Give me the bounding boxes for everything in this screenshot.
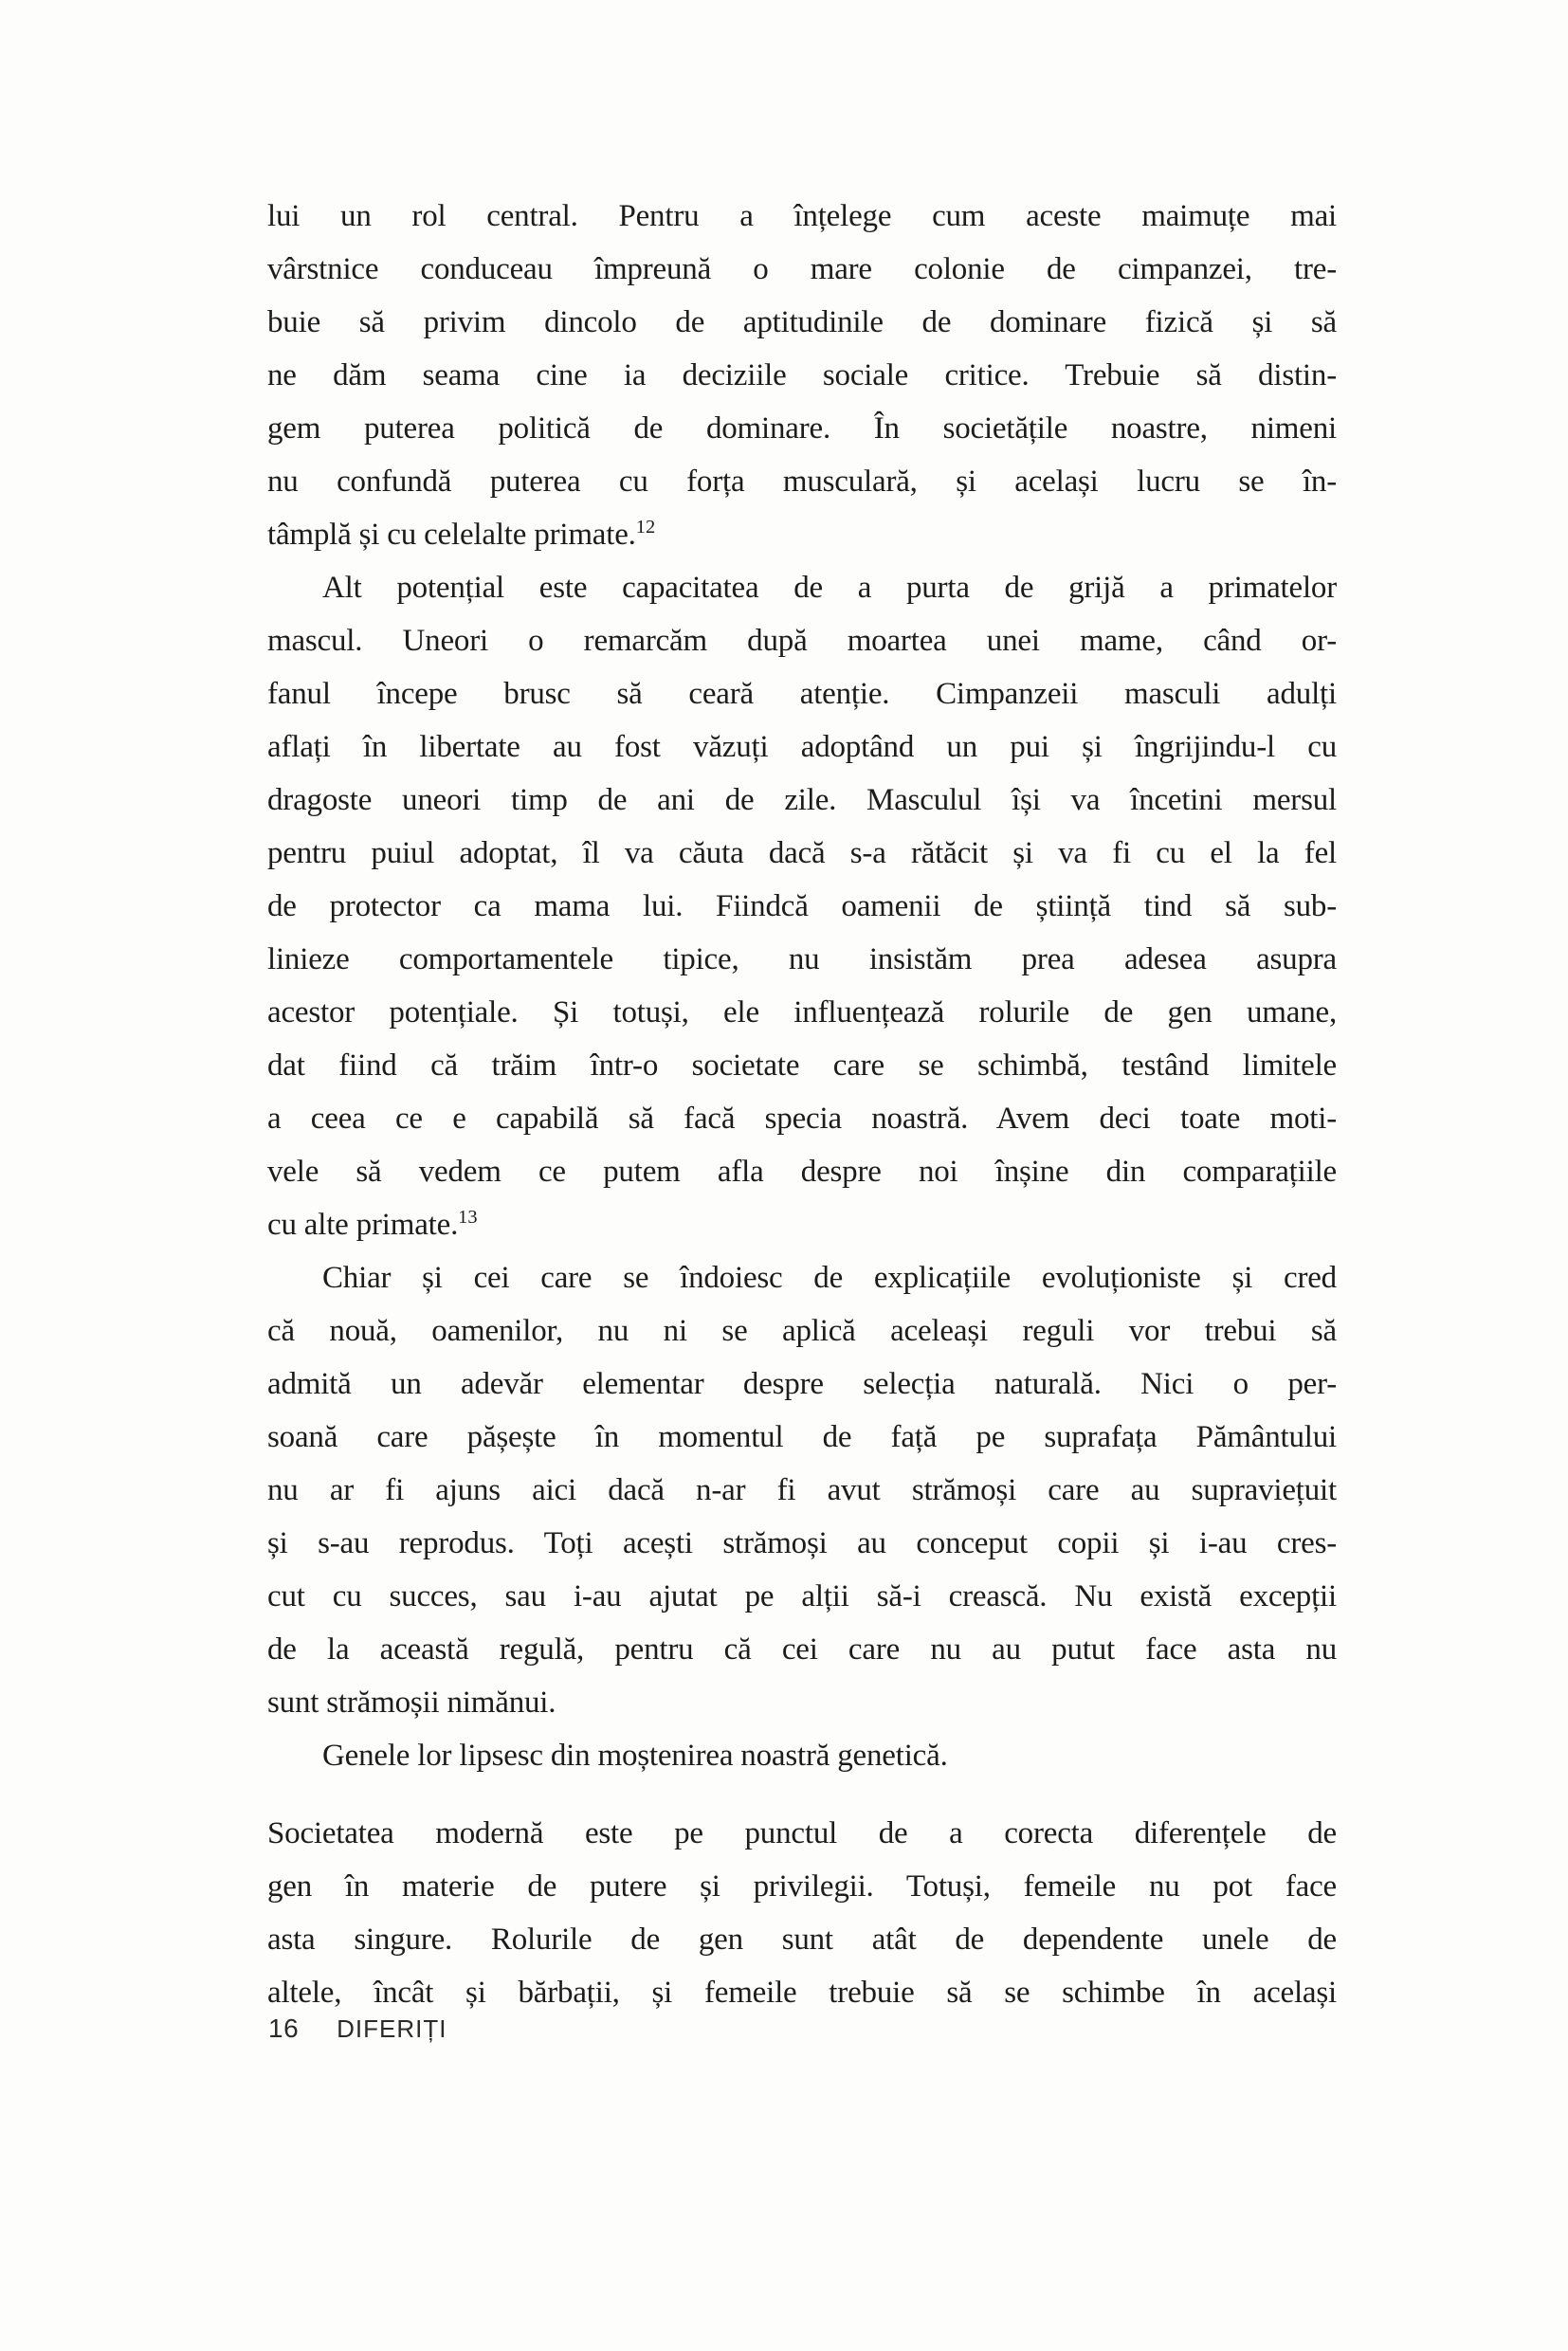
text-line [267,508,1337,561]
line-text: și s-au reprodus. Toți acești strămoși au conceput copii și i-au cres- [267,1526,1337,1560]
line-text: dat fiind că trăim într-o societate care se schimbă, testând limitele [267,1048,1337,1083]
line-text: mascul. Uneori o remarcăm după moartea unei mame, când or- [267,624,1337,658]
paragraph [267,1251,1337,1729]
line-text: linieze comportamentele tipice, nu insistăm prea adesea asupra [267,942,1337,976]
text-line [267,243,1337,296]
text-line [267,1411,1337,1464]
line-text: cu alte primate. [267,1208,459,1242]
line-text: cut cu succes, sau i-au ajutat pe alții să-i crească. Nu există excepții [267,1579,1337,1613]
paragraph [267,1729,1337,1782]
text-line [267,1092,1337,1145]
text-line [267,986,1337,1039]
line-text: vârstnice conduceau împreună o mare colonie de cimpanzei, tre- [267,252,1337,286]
text-line [267,827,1337,880]
running-title: DIFERIȚI [337,2014,447,2043]
text-line [267,296,1337,349]
text-line [267,1913,1337,1966]
line-text: dragoste uneori timp de ani de zile. Masculul își va încetini mersul [267,783,1337,817]
text-line [267,1860,1337,1913]
text-line [267,667,1337,720]
line-text: asta singure. Rolurile de gen sunt atât de dependente unele de [267,1923,1337,1957]
text-line [267,349,1337,402]
line-text: nu confundă puterea cu forța musculară, și același lucru se în- [267,465,1337,499]
text-line [267,1304,1337,1358]
line-text: ne dăm seama cine ia deciziile sociale critice. Trebuie să distin- [267,358,1337,392]
line-text: nu ar fi ajuns aici dacă n-ar fi avut strămoși care au supraviețuit [267,1473,1337,1507]
text-line [267,1570,1337,1623]
line-text: admită un adevăr elementar despre selecția naturală. Nici o per- [267,1367,1337,1401]
text-line [267,1676,1337,1729]
line-text: altele, încât și bărbații, și femeile trebuie să se schimbe în același [267,1976,1337,2010]
line-text: fanul începe brusc să ceară atenție. Cimpanzeii masculi adulți [267,677,1337,711]
paragraph [267,190,1337,561]
line-text: soană care pășește în momentul de față pe suprafața Pământului [267,1420,1337,1454]
text-line [267,1145,1337,1198]
footnote-reference: 13 [458,1207,478,1228]
text-line [267,1807,1337,1860]
line-text: Chiar și cei care se îndoiesc de explicațiile evoluționiste și cred [322,1261,1337,1295]
line-text: aflați în libertate au fost văzuți adoptând un pui și îngrijindu-l cu [267,730,1337,764]
line-text: buie să privim dincolo de aptitudinile de dominare fizică și să [267,305,1337,339]
paragraph [267,561,1337,1251]
line-text: de la această regulă, pentru că cei care nu au putut face asta nu [267,1632,1337,1667]
text-line [267,1198,1337,1251]
text-line [267,1251,1337,1304]
text-line [267,933,1337,986]
text-line [267,1358,1337,1411]
line-text: gen în materie de putere și privilegii. Totuși, femeile nu pot face [267,1869,1337,1904]
text-line [267,455,1337,508]
text-line [267,880,1337,933]
line-text: lui un rol central. Pentru a înțelege cum aceste maimuțe mai [267,199,1337,233]
line-text: de protector ca mama lui. Fiindcă oamenii de știință tind să sub- [267,889,1337,923]
line-text: Genele lor lipsesc din moștenirea noastră genetică. [322,1739,948,1773]
text-line [267,1966,1337,2019]
text-line [267,1464,1337,1517]
text-line [267,1623,1337,1676]
line-text: pentru puiul adoptat, îl va căuta dacă s-a rătăcit și va fi cu el la fel [267,836,1337,870]
line-text: tâmplă și cu celelalte primate. [267,518,636,552]
line-text: Societatea modernă este pe punctul de a corecta diferențele de [267,1816,1337,1850]
text-line [267,1039,1337,1092]
text-line [267,774,1337,827]
text-line [267,614,1337,667]
line-text: vele să vedem ce putem afla despre noi înșine din comparațiile [267,1155,1337,1189]
text-line [267,402,1337,455]
text-line [267,1517,1337,1570]
page-footer [268,2014,447,2044]
line-text: a ceea ce e capabilă să facă specia noastră. Avem deci toate moti- [267,1102,1337,1136]
line-text: că nouă, oamenilor, nu ni se aplică aceleași reguli vor trebui să [267,1314,1337,1348]
line-text: acestor potențiale. Și totuși, ele influențează rolurile de gen umane, [267,995,1337,1030]
text-block [267,190,1337,2019]
line-text: gem puterea politică de dominare. În societățile noastre, nimeni [267,411,1337,446]
line-text: Alt potențial este capacitatea de a purta de grijă a primatelor [322,571,1337,605]
line-text: sunt strămoșii nimănui. [267,1686,556,1720]
text-line [267,720,1337,774]
paragraph [267,1807,1337,2019]
footnote-reference: 12 [635,517,656,538]
text-line [267,1729,1337,1782]
text-line [267,190,1337,243]
page-number: 16 [268,2014,300,2043]
text-line [267,561,1337,614]
